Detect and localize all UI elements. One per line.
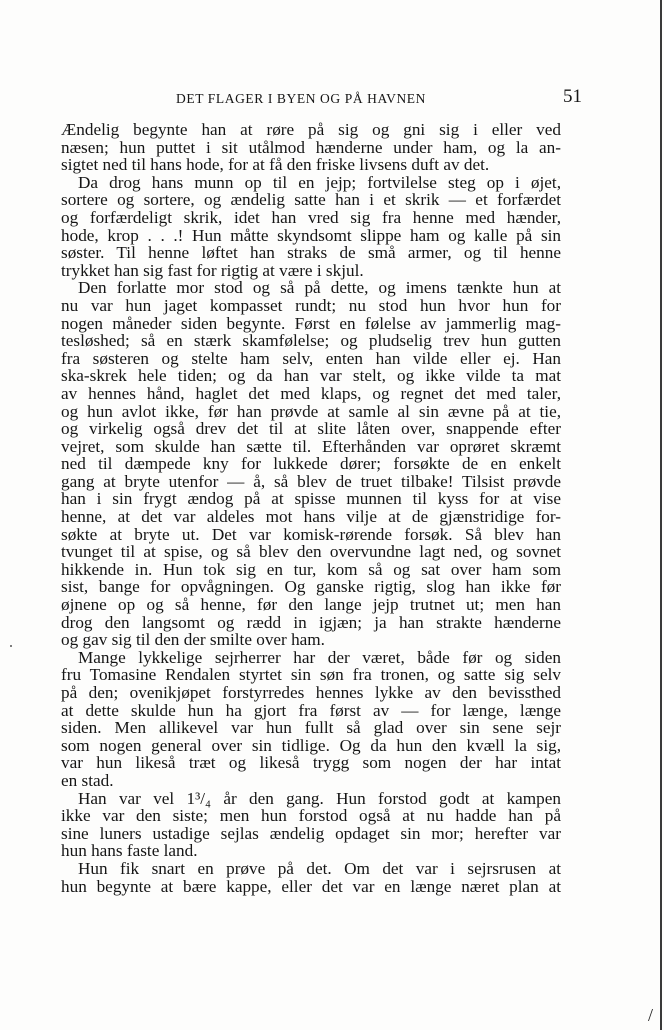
text-line: hun begynte at bære kappe, eller det var en længe næret plan at	[61, 876, 561, 896]
text-line: næsen; hun puttet i sit utålmod hænderne under ham, og la an-	[61, 137, 561, 157]
text-line: tesløshed; så en stærk skamfølelse; og pludselig trev hun gutten	[61, 331, 561, 351]
text-line: Hun fik snart en prøve på det. Om det var i sejrsrusen at	[78, 858, 561, 878]
text-line: og virkelig også drev det til at slite låten over, snappende efter	[61, 419, 561, 439]
text-line: gang at bryte utenfor — å, så blev de truet tilbake! Tilsist prøvde	[61, 471, 561, 491]
text-line: fru Tomasine Rendalen styrtet sin søn fra tronen, og satte sig selv	[61, 665, 561, 685]
text-line: som nogen general over sin tidlige. Og da hun den kvæll la sig,	[61, 735, 561, 755]
text-line: søster. Til henne løftet han straks de små armer, og til henne	[61, 243, 561, 263]
text-line: Da drog hans munn op til en jejp; fortvilelse steg op i øjet,	[78, 172, 561, 192]
text-line: og gav sig til den der smilte over ham.	[61, 630, 325, 650]
text-line: Ændelig begynte han at røre på sig og gni sig i eller ved	[61, 120, 561, 139]
text-line: nu var hun jaget kompasset rundt; nu stod hun hvor hun for	[61, 295, 561, 315]
text-line: Han var vel 1³/₄ år den gang. Hun forstod godt at kampen	[78, 788, 561, 808]
text-line: Mange lykkelige sejrherrer har der været, både før og siden	[78, 647, 561, 667]
text-line: drog den langsomt og rædd in igjæn; ja han strakte hænderne	[61, 612, 561, 632]
page-number: 51	[563, 86, 582, 107]
text-line: sine luners ustadige sejlas ændelig opdaget sin mor; herefter var	[61, 823, 561, 843]
text-line: fra søsteren og stelte ham selv, enten han vilde eller ej. Han	[61, 348, 561, 368]
text-line: nogen måneder siden begynte. Først en følelse av jammerlig mag-	[61, 313, 561, 333]
text-line: ned til dæmpede kny for lukkede dører; forsøkte de en enkelt	[61, 454, 561, 474]
corner-mark: /	[648, 1005, 654, 1025]
text-line: Den forlatte mor stod og så på dette, og imens tænkte hun at	[78, 278, 561, 298]
text-line: henne, at det var aldeles mot hans vilje at de gjænstridige for-	[61, 507, 561, 527]
text-line: og hun avlot ikke, før han prøvde at samle al sin ævne på at tie,	[61, 401, 561, 421]
running-title: DET FLAGER I BYEN OG PÅ HAVNEN	[176, 91, 427, 106]
text-line: tvunget til at spise, og så blev den overvundne lagt ned, og sovnet	[61, 542, 561, 562]
text-line: av hennes hånd, haglet det med klaps, og regnet det med taler,	[61, 383, 561, 403]
text-line: hun hans faste land.	[61, 841, 198, 861]
page-edge	[660, 0, 662, 1030]
text-line: han i sin frygt ændog på at spisse munnen til kyss for at vise	[61, 489, 561, 509]
text-line: sist, bange for opvågningen. Og ganske rigtig, slog han ikke før	[61, 577, 561, 597]
text-line: siden. Men allikevel var hun fullt så glad over sin sene sejr	[61, 718, 561, 738]
text-line: ikke var den siste; men hun forstod også at nu hadde han på	[61, 806, 561, 826]
text-line: og forfærdeligt skrik, idet han vred sig fra henne med hænder,	[61, 207, 561, 227]
text-line: øjnene op og så henne, før den lange jejp trutnet ut; men han	[61, 595, 561, 615]
body-text	[61, 121, 561, 895]
margin-speck	[10, 645, 12, 647]
text-line: søkte at bryte ut. Det var komisk-rørende forsøk. Så blev han	[61, 524, 561, 544]
text-line: trykket han sig fast for rigtig at være i skjul.	[61, 260, 364, 280]
text-line: ska-skrek hele tiden; og da han var stelt, og ikke vilde ta mat	[61, 366, 561, 386]
text-line: sortere og sortere, og ændelig satte han i et skrik — et forfærdet	[61, 190, 561, 210]
text-line: sigtet ned til hans hode, for at få den friske livsens duft av det.	[61, 155, 490, 175]
text-line: vejret, som skulde han sætte til. Efterhånden var oprøret skræmt	[61, 436, 561, 456]
page-header	[60, 88, 582, 110]
text-line: hikkende in. Hun tok sig en tur, kom så og sat over ham som	[61, 559, 561, 579]
text-line: hode, krop . . .! Hun måtte skyndsomt slippe ham og kalle på sin	[61, 225, 561, 245]
text-line: på den; ovenikjøpet forstyrredes hennes lykke av den bevissthed	[61, 683, 561, 702]
text-line: var hun likeså træt og likeså trygg som nogen der har intat	[61, 753, 561, 773]
text-line: en stad.	[61, 770, 114, 790]
text-line: at dette skulde hun ha gjort fra først av — for længe, længe	[61, 700, 561, 720]
